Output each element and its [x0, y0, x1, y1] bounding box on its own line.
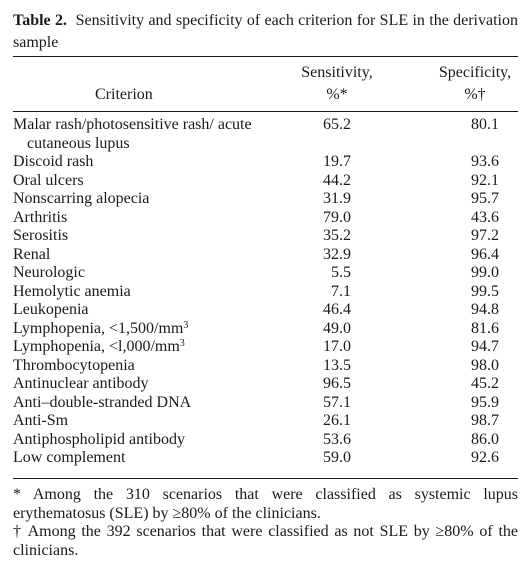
criterion-superscript: 3 [179, 338, 185, 349]
table-row [13, 431, 518, 450]
header-criterion: Criterion [95, 86, 153, 103]
criterion-text: Lymphopenia, <1,500/mm [13, 319, 184, 337]
table-row [13, 375, 518, 394]
specificity-cell: 98.0 [471, 356, 499, 374]
specificity-cell: 95.7 [471, 190, 499, 207]
specificity-cell: 45.2 [471, 375, 499, 392]
criterion-cell [13, 412, 287, 431]
top-rule [13, 56, 518, 57]
sensitivity-cell: 59.0 [323, 449, 351, 466]
sensitivity-cell: 53.6 [323, 430, 351, 448]
specificity-cell: 94.8 [471, 301, 499, 318]
criterion-cell [13, 264, 287, 283]
criterion-cell [13, 227, 287, 246]
sensitivity-cell: 26.1 [323, 412, 351, 429]
criterion-text: Antiphospholipid antibody [13, 430, 185, 448]
criterion-cell [13, 449, 287, 468]
table-caption [13, 10, 518, 54]
bottom-rule [13, 478, 518, 479]
table-row [13, 357, 518, 376]
sensitivity-cell: 57.1 [323, 393, 351, 411]
criterion-text: Malar rash/photosensitive rash/ acute cutaneous lupus [13, 116, 252, 152]
footnote-sensitivity: * Among the 310 scenarios that were classified as systemic lupus erythematosus (SLE) by ≥80% of the clinicians. [13, 486, 518, 522]
criterion-text: Renal [13, 245, 51, 263]
criterion-text: Anti-Sm [13, 412, 69, 429]
criterion-text: Leukopenia [13, 301, 89, 318]
sensitivity-cell: 17.0 [323, 338, 351, 355]
header-rule [13, 111, 518, 112]
criterion-cell [13, 190, 287, 209]
criterion-text: Antinuclear antibody [13, 375, 149, 392]
specificity-cell: 95.9 [471, 393, 499, 411]
criterion-text: Serositis [13, 227, 69, 244]
criterion-text: Lymphopenia, <l,000/mm [13, 338, 180, 355]
criterion-superscript: 3 [183, 319, 189, 331]
specificity-cell: 94.7 [471, 338, 499, 355]
specificity-cell: 93.6 [471, 153, 499, 170]
sensitivity-cell: 44.2 [323, 171, 351, 189]
criterion-cell [13, 338, 287, 357]
sensitivity-cell: 5.5 [331, 264, 351, 281]
criterion-text: Neurologic [13, 264, 85, 281]
table-body [13, 116, 518, 468]
sensitivity-cell: 65.2 [323, 116, 351, 133]
table-row [13, 153, 518, 172]
specificity-cell: 43.6 [471, 208, 499, 226]
sensitivity-cell: 49.0 [323, 319, 351, 337]
sensitivity-cell: 35.2 [323, 227, 351, 244]
table-row [13, 190, 518, 209]
table-row [13, 246, 518, 265]
specificity-cell: 81.6 [471, 319, 499, 337]
sensitivity-cell: 46.4 [323, 301, 351, 318]
header-specificity-label: Specificity, [438, 64, 512, 81]
criterion-cell [13, 246, 287, 265]
criterion-text: Nonscarring alopecia [13, 190, 150, 207]
specificity-cell: 80.1 [471, 116, 499, 133]
criterion-cell [13, 320, 287, 339]
criterion-text: Oral ulcers [13, 171, 84, 189]
sensitivity-cell: 13.5 [323, 356, 351, 374]
specificity-cell: 97.2 [471, 227, 499, 244]
table-label: Table 2. [13, 12, 67, 29]
sensitivity-cell: 19.7 [323, 153, 351, 170]
table-row [13, 449, 518, 468]
criterion-cell [13, 283, 287, 302]
header-specificity [433, 62, 517, 106]
criterion-cell [13, 116, 287, 153]
table-row [13, 412, 518, 431]
sensitivity-cell: 79.0 [323, 208, 351, 226]
criterion-cell [13, 375, 287, 394]
criterion-text: Arthritis [13, 208, 68, 226]
specificity-cell: 86.0 [471, 430, 499, 448]
table-row [13, 116, 518, 153]
table-row [13, 338, 518, 357]
table-row [13, 227, 518, 246]
header-specificity-unit: %† [464, 86, 486, 103]
header-sensitivity [296, 62, 378, 106]
table-row [13, 301, 518, 320]
table-title: Sensitivity and specificity of each criterion for SLE in the derivation sample [13, 12, 518, 51]
sensitivity-cell: 32.9 [323, 245, 351, 263]
header-sensitivity-label: Sensitivity, [301, 64, 373, 81]
specificity-cell: 92.1 [471, 171, 499, 189]
table-row [13, 209, 518, 228]
criterion-cell [13, 394, 287, 413]
criterion-text: Hemolytic anemia [13, 282, 131, 300]
criterion-text: Anti–double-stranded DNA [13, 393, 192, 411]
criterion-cell [13, 153, 287, 172]
footnote-specificity: † Among the 392 scenarios that were classified as not SLE by ≥80% of the clinicians. [13, 523, 518, 559]
criterion-text: Discoid rash [13, 153, 94, 170]
specificity-cell: 96.4 [471, 245, 499, 263]
table-row [13, 172, 518, 191]
specificity-cell: 99.0 [471, 264, 499, 281]
sensitivity-cell: 31.9 [323, 190, 351, 207]
criterion-cell [13, 301, 287, 320]
criterion-cell [13, 209, 287, 228]
criterion-cell [13, 172, 287, 191]
table-row [13, 394, 518, 413]
criterion-cell [13, 431, 287, 450]
header-sensitivity-unit: %* [326, 86, 348, 103]
table-row [13, 283, 518, 302]
criterion-text: Low complement [13, 449, 126, 466]
sensitivity-cell: 96.5 [323, 375, 351, 392]
table-row [13, 320, 518, 339]
criterion-cell [13, 357, 287, 376]
table-row [13, 264, 518, 283]
specificity-cell: 99.5 [471, 282, 499, 300]
specificity-cell: 92.6 [471, 449, 499, 466]
sensitivity-cell: 7.1 [331, 282, 351, 300]
criterion-text: Thrombocytopenia [13, 356, 135, 374]
footnotes [13, 486, 518, 560]
specificity-cell: 98.7 [471, 412, 499, 429]
